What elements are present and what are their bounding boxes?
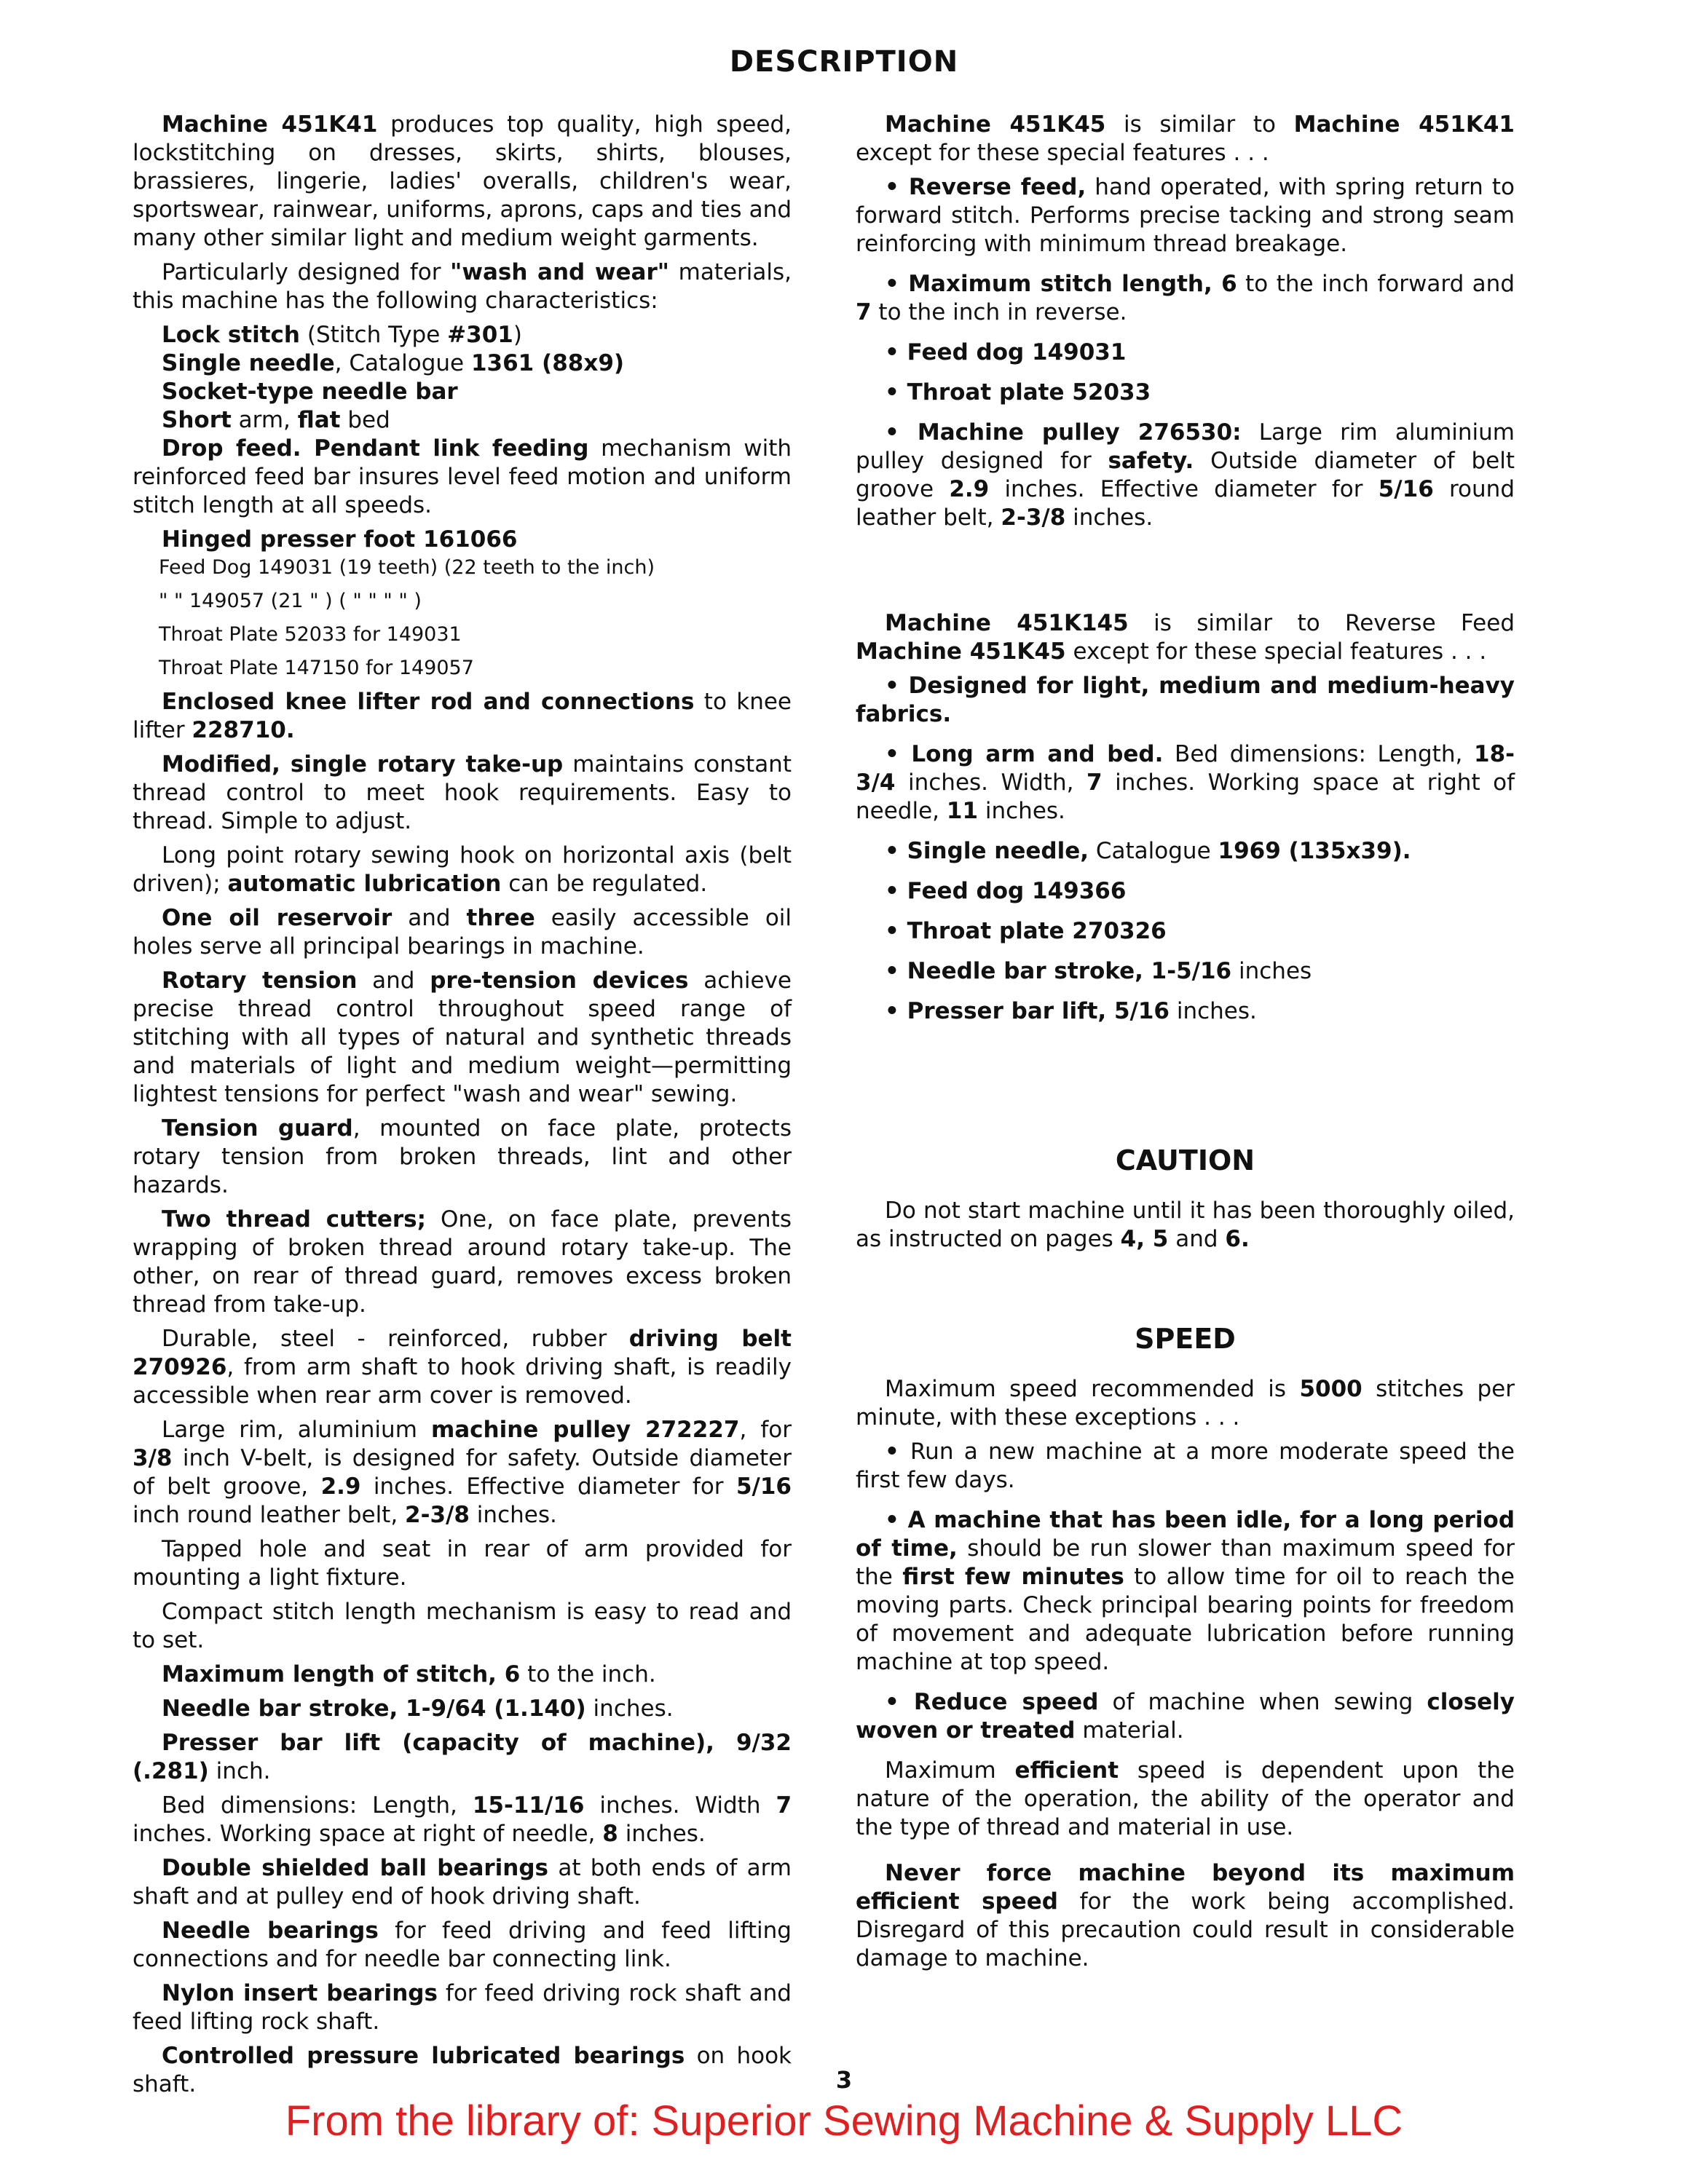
speed-reduce: • Reduce speed of machine when sewing closely woven or treated material. bbox=[856, 1689, 1515, 1744]
k45-throat-plate: • Throat plate 52033 bbox=[885, 379, 1151, 405]
spec-needle-bar: Socket-type needle bar bbox=[162, 379, 458, 405]
thread-cutters-paragraph: Two thread cutters; One, on face plate, prevents wrapping of broken thread around rotary take-up. The other, on rear of thread guard, removes excess broken thread from take-up. bbox=[133, 1206, 792, 1318]
k145-intro: Machine 451K145 is similar to Reverse Feed Machine 451K45 except for these special features . . . bbox=[856, 610, 1515, 665]
take-up-paragraph: Modified, single rotary take-up maintains constant thread control to meet hook requirements. Easy to thread. Simple to adjust. bbox=[133, 751, 792, 834]
k145-throat-plate: • Throat plate 270326 bbox=[885, 918, 1167, 944]
presser-bar-lift: Presser bar lift (capacity of machine), 9/32 (.281) inch. bbox=[133, 1730, 792, 1784]
needle-bar-stroke: Needle bar stroke, 1-9/64 (1.140) inches. bbox=[162, 1696, 674, 1722]
driving-belt-paragraph: Durable, steel - reinforced, rubber driving belt 270926, from arm shaft to hook driving shaft, is readily accessible when rear arm cover is removed. bbox=[133, 1326, 792, 1409]
tension-guard-paragraph: Tension guard, mounted on face plate, protects rotary tension from broken threads, lint and other hazards. bbox=[133, 1115, 792, 1198]
k45-intro: Machine 451K45 is similar to Machine 451K41 except for these special features . . . bbox=[856, 111, 1515, 166]
controlled-bearings-paragraph: Controlled pressure lubricated bearings on hook shaft. bbox=[133, 2043, 792, 2097]
k145-needle-stroke: • Needle bar stroke, 1-5/16 inches bbox=[885, 958, 1312, 984]
tapped-hole-paragraph: Tapped hole and seat in rear of arm provided for mounting a light fixture. bbox=[133, 1536, 792, 1591]
bed-dimensions: Bed dimensions: Length, 15-11/16 inches. Width 7 inches. Working space at right of needle, 8 inches. bbox=[133, 1792, 792, 1847]
k145-presser-lift: • Presser bar lift, 5/16 inches. bbox=[885, 998, 1257, 1024]
wash-wear-paragraph: Particularly designed for "wash and wear" materials, this machine has the following characteristics: bbox=[133, 259, 792, 314]
drop-feed-paragraph: Drop feed. Pendant link feeding mechanism with reinforced feed bar insures level feed motion and uniform stitch length at all speeds. bbox=[133, 435, 792, 518]
intro-paragraph: Machine 451K41 produces top quality, high speed, lockstitching on dresses, skirts, shirts, blouses, brassieres, lingerie, ladies' overalls, children's wear, sportswear, rainwear, uniforms, aprons, caps and ties and many other similar light and medium weight garments. bbox=[133, 111, 792, 251]
nylon-bearings-paragraph: Nylon insert bearings for feed driving rock shaft and feed lifting rock shaft. bbox=[133, 1980, 792, 2035]
feed-dog-line-2: " " 149057 (21 " ) ( " " " " ) bbox=[159, 590, 422, 612]
throat-plate-line-2: Throat Plate 147150 for 149057 bbox=[159, 657, 474, 679]
hook-paragraph: Long point rotary sewing hook on horizontal axis (belt driven); automatic lubrication can be regulated. bbox=[133, 842, 792, 897]
spec-lock-stitch: Lock stitch (Stitch Type #301) bbox=[162, 322, 522, 348]
stitch-mechanism-paragraph: Compact stitch length mechanism is easy to read and to set. bbox=[133, 1599, 792, 1653]
throat-plate-line-1: Throat Plate 52033 for 149031 bbox=[159, 623, 462, 646]
machine-pulley-paragraph: Large rim, aluminium machine pulley 272227, for 3/8 inch V-belt, is designed for safety. Outside diameter of belt groove, 2.9 inches. Effective diameter for 5/16 inch round leather belt, 2-3/8 inches. bbox=[133, 1417, 792, 1528]
library-footer: From the library of: Superior Sewing Machine & Supply LLC bbox=[285, 2097, 1403, 2145]
speed-never-force: Never force machine beyond its maximum efficient speed for the work being accomplished. Disregard of this precaution could result in considerable damage to machine. bbox=[856, 1860, 1515, 1971]
k145-designed: • Designed for light, medium and medium-heavy fabrics. bbox=[856, 673, 1515, 727]
k45-reverse-feed: • Reverse feed, hand operated, with spring return to forward stitch. Performs precise tacking and strong seam reinforcing with minimum thread breakage. bbox=[856, 174, 1515, 257]
max-stitch-length: Maximum length of stitch, 6 to the inch. bbox=[162, 1661, 656, 1688]
caution-heading: CAUTION bbox=[1115, 1144, 1255, 1176]
feed-dog-line-1: Feed Dog 149031 (19 teeth) (22 teeth to the inch) bbox=[159, 556, 655, 579]
k45-feed-dog: • Feed dog 149031 bbox=[885, 339, 1127, 365]
k145-long-arm: • Long arm and bed. Bed dimensions: Length, 18-3/4 inches. Width, 7 inches. Working space at right of needle, 11 inches. bbox=[856, 741, 1515, 824]
spec-single-needle: Single needle, Catalogue 1361 (88x9) bbox=[162, 350, 625, 376]
needle-bearings-paragraph: Needle bearings for feed driving and feed lifting connections and for needle bar connecting link. bbox=[133, 1918, 792, 1972]
spec-presser-foot: Hinged presser foot 161066 bbox=[162, 526, 518, 553]
k145-feed-dog: • Feed dog 149366 bbox=[885, 878, 1127, 904]
oil-reservoir-paragraph: One oil reservoir and three easily accessible oil holes serve all principal bearings in machine. bbox=[133, 905, 792, 960]
left-column bbox=[133, 111, 792, 2105]
caution-text: Do not start machine until it has been thoroughly oiled, as instructed on pages 4, 5 and 6. bbox=[856, 1198, 1515, 1252]
speed-heading: SPEED bbox=[1135, 1323, 1236, 1355]
speed-intro: Maximum speed recommended is 5000 stitches per minute, with these exceptions . . . bbox=[856, 1376, 1515, 1431]
k145-single-needle: • Single needle, Catalogue 1969 (135x39). bbox=[885, 838, 1411, 864]
rotary-tension-paragraph: Rotary tension and pre-tension devices achieve precise thread control throughout speed range of stitching with all types of natural and synthetic threads and materials of light and medium weight—permitting lightest tensions for perfect "wash and wear" sewing. bbox=[133, 968, 792, 1107]
speed-idle-machine: • A machine that has been idle, for a long period of time, should be run slower than maximum speed for the first few minutes to allow time for oil to reach the moving parts. Check principal bearing points for freedom of movement and adequate lubrication before running machine at top speed. bbox=[856, 1507, 1515, 1675]
right-column bbox=[856, 111, 1515, 1979]
page-number: 3 bbox=[835, 2066, 853, 2094]
speed-efficient: Maximum efficient speed is dependent upon the nature of the operation, the ability of the operator and the type of thread and material in use. bbox=[856, 1757, 1515, 1840]
knee-lifter-paragraph: Enclosed knee lifter rod and connections to knee lifter 228710. bbox=[133, 689, 792, 743]
speed-new-machine: • Run a new machine at a more moderate speed the first few days. bbox=[856, 1439, 1515, 1493]
k45-pulley: • Machine pulley 276530: Large rim aluminium pulley designed for safety. Outside diameter of belt groove 2.9 inches. Effective diameter for 5/16 round leather belt, 2-3/8 inches. bbox=[856, 419, 1515, 531]
k45-max-stitch: • Maximum stitch length, 6 to the inch forward and 7 to the inch in reverse. bbox=[856, 271, 1515, 325]
spec-short-arm: Short arm, flat bed bbox=[162, 407, 390, 433]
page-title: DESCRIPTION bbox=[729, 45, 959, 79]
ball-bearings-paragraph: Double shielded ball bearings at both ends of arm shaft and at pulley end of hook driving shaft. bbox=[133, 1855, 792, 1910]
